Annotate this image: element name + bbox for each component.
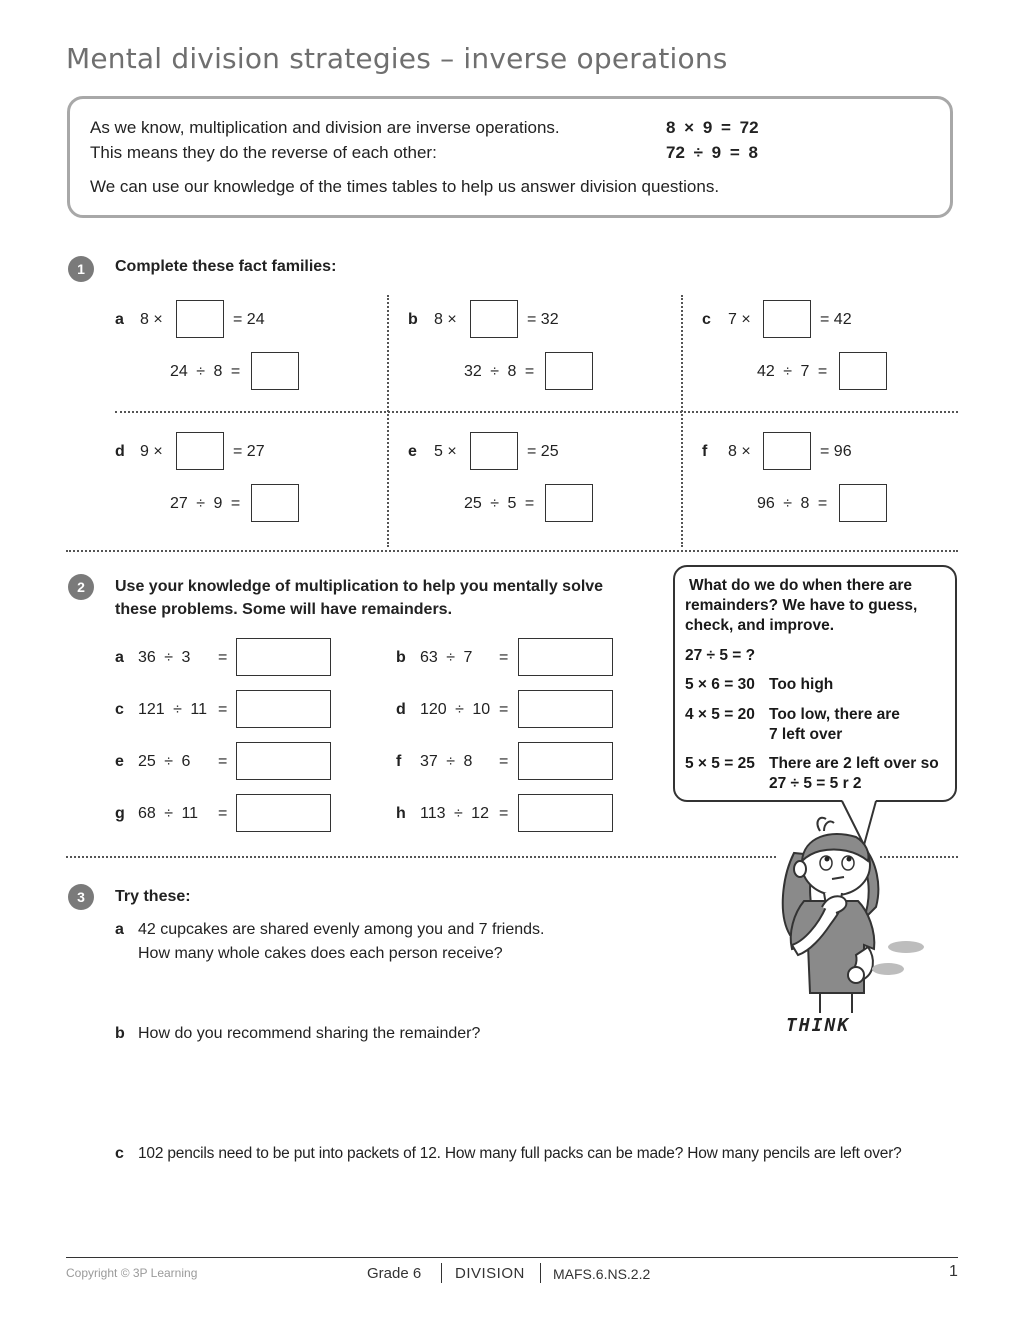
item-label: f [396, 753, 402, 770]
equals-sign: = [218, 701, 228, 718]
product-text: = 32 [527, 311, 559, 328]
question-text: 42 cupcakes are shared evenly among you and 7 friends. [138, 921, 545, 938]
page-title: Mental division strategies – inverse operations [66, 42, 728, 75]
answer-box[interactable] [839, 352, 887, 390]
division-expression: 68 ÷ 11 [138, 805, 199, 822]
answer-box[interactable] [470, 300, 518, 338]
item-label: b [115, 1025, 125, 1042]
thinking-girl-illustration [764, 815, 930, 1015]
intro-box [67, 96, 953, 218]
bubble-line: 27 ÷ 5 = 5 r 2 [769, 775, 862, 792]
product-text: = 24 [233, 311, 265, 328]
division-expression: 63 ÷ 7 [420, 649, 473, 666]
answer-box[interactable] [236, 690, 331, 728]
question-2-heading-line-2: these problems. Some will have remainders. [115, 601, 453, 618]
equals-sign: = [218, 753, 228, 770]
bubble-line: 5 × 5 = 25 [685, 755, 755, 772]
bubble-line: 7 left over [769, 726, 843, 743]
item-label: e [408, 443, 417, 460]
answer-box[interactable] [518, 794, 613, 832]
item-label: b [408, 311, 418, 328]
multiplication-factor: 8 × [728, 443, 751, 460]
answer-box[interactable] [545, 484, 593, 522]
item-label: g [115, 805, 125, 822]
multiplication-factor: 5 × [434, 443, 457, 460]
question-1-heading: Complete these fact families: [115, 258, 337, 275]
product-text: = 42 [820, 311, 852, 328]
equals-sign: = [499, 701, 509, 718]
multiplication-factor: 8 × [434, 311, 457, 328]
answer-box[interactable] [518, 690, 613, 728]
item-label: d [115, 443, 125, 460]
intro-line-1: As we know, multiplication and division are inverse operations. [90, 118, 560, 137]
divider [387, 295, 389, 547]
equals-sign: = [499, 753, 509, 770]
division-expression: 37 ÷ 8 [420, 753, 473, 770]
divider [681, 295, 683, 547]
divider [115, 411, 958, 413]
standard-text: MAFS.6.NS.2.2 [553, 1266, 651, 1282]
question-text: How do you recommend sharing the remainder? [138, 1025, 481, 1042]
question-text: 102 pencils need to be put into packets of 12. How many full packs can be made? How many pencils are left over? [138, 1145, 902, 1162]
division-expression: 120 ÷ 10 [420, 701, 491, 718]
item-label: a [115, 311, 124, 328]
topic-text: DIVISION [455, 1265, 525, 1282]
answer-box[interactable] [545, 352, 593, 390]
answer-box[interactable] [251, 352, 299, 390]
division-text: 24 ÷ 8 = [170, 363, 241, 380]
grade-text: Grade 6 [367, 1265, 422, 1282]
answer-box[interactable] [839, 484, 887, 522]
bubble-line: 27 ÷ 5 = ? [685, 647, 756, 664]
thought-bubbles-icon [870, 936, 930, 982]
item-label: a [115, 649, 124, 666]
answer-box[interactable] [236, 742, 331, 780]
answer-box[interactable] [763, 432, 811, 470]
equals-sign: = [218, 805, 228, 822]
question-number-2: 2 [68, 574, 94, 600]
answer-box[interactable] [518, 638, 613, 676]
intro-equation-2: 72 ÷ 9 = 8 [666, 143, 758, 162]
multiplication-factor: 8 × [140, 311, 163, 328]
item-label: f [702, 443, 708, 460]
question-text: How many whole cakes does each person receive? [138, 945, 503, 962]
bubble-line: Too low, there are [769, 706, 900, 723]
division-expression: 121 ÷ 11 [138, 701, 207, 718]
equals-sign: = [218, 649, 228, 666]
division-text: 27 ÷ 9 = [170, 495, 241, 512]
division-expression: 25 ÷ 6 [138, 753, 191, 770]
bubble-line: 5 × 6 = 30 [685, 676, 755, 693]
intro-line-2: This means they do the reverse of each other: [90, 143, 437, 162]
answer-box[interactable] [176, 432, 224, 470]
question-number-1: 1 [68, 256, 94, 282]
product-text: = 25 [527, 443, 559, 460]
question-3-heading: Try these: [115, 888, 191, 905]
equals-sign: = [499, 805, 509, 822]
answer-box[interactable] [763, 300, 811, 338]
answer-box[interactable] [236, 794, 331, 832]
speech-bubble [673, 565, 957, 802]
division-expression: 113 ÷ 12 [420, 805, 489, 822]
bubble-line: remainders? We have to guess, [685, 597, 918, 614]
division-text: 42 ÷ 7 = [757, 363, 828, 380]
intro-line-3: We can use our knowledge of the times tables to help us answer division questions. [90, 177, 720, 196]
intro-equation-1: 8 × 9 = 72 [666, 118, 759, 137]
division-text: 32 ÷ 8 = [464, 363, 535, 380]
bubble-line: 4 × 5 = 20 [685, 706, 755, 723]
multiplication-factor: 9 × [140, 443, 163, 460]
footer-separator [540, 1263, 541, 1283]
question-2-heading-line-1: Use your knowledge of multiplication to help you mentally solve [115, 578, 604, 595]
division-expression: 36 ÷ 3 [138, 649, 191, 666]
question-number-3: 3 [68, 884, 94, 910]
answer-box[interactable] [251, 484, 299, 522]
division-text: 25 ÷ 5 = [464, 495, 535, 512]
divider [66, 550, 958, 552]
division-text: 96 ÷ 8 = [757, 495, 828, 512]
think-label: THINK [786, 1015, 851, 1036]
answer-box[interactable] [236, 638, 331, 676]
item-label: d [396, 701, 406, 718]
divider [66, 856, 776, 858]
item-label: b [396, 649, 406, 666]
item-label: a [115, 921, 124, 938]
page-number: 1 [949, 1263, 958, 1280]
copyright-text: Copyright © 3P Learning [66, 1266, 198, 1280]
answer-box[interactable] [470, 432, 518, 470]
item-label: h [396, 805, 406, 822]
answer-box[interactable] [518, 742, 613, 780]
bubble-line: There are 2 left over so [769, 755, 939, 772]
bubble-line: check, and improve. [685, 617, 835, 634]
equals-sign: = [499, 649, 509, 666]
answer-box[interactable] [176, 300, 224, 338]
footer-separator [441, 1263, 442, 1283]
product-text: = 96 [820, 443, 852, 460]
bubble-line: What do we do when there are [689, 577, 913, 594]
bubble-line: Too high [769, 676, 834, 693]
item-label: c [115, 701, 124, 718]
item-label: e [115, 753, 124, 770]
product-text: = 27 [233, 443, 265, 460]
multiplication-factor: 7 × [728, 311, 751, 328]
item-label: c [115, 1145, 124, 1162]
item-label: c [702, 311, 711, 328]
footer-rule [66, 1257, 958, 1258]
